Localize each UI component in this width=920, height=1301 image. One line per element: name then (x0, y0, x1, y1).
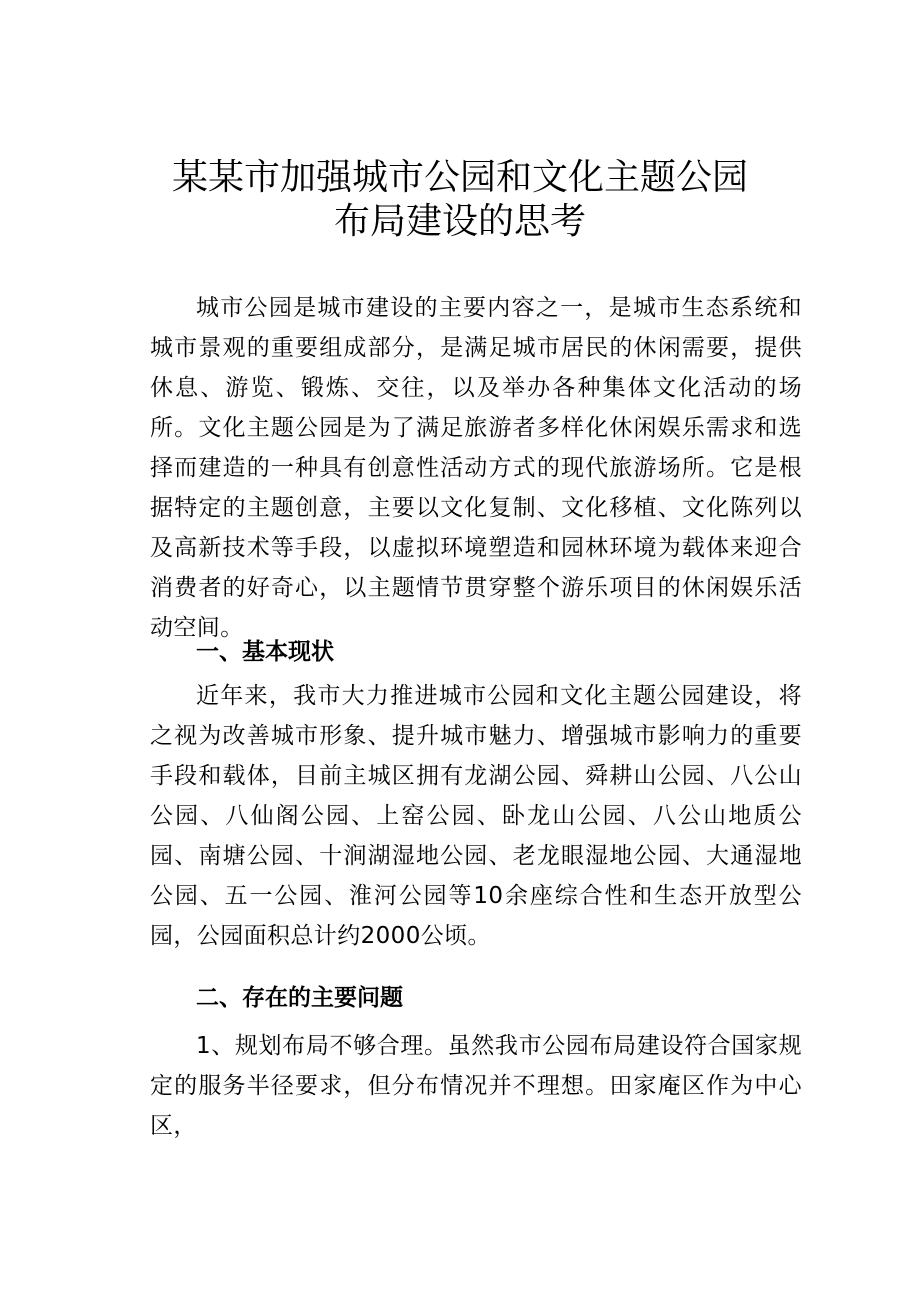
section-2-paragraph: 1、规划布局不够合理。虽然我市公园布局建设符合国家规定的服务半径要求，但分布情况并不理想。田家庵区作为中心区， (150, 1033, 802, 1139)
document-title-line-2: 布局建设的思考 (333, 201, 586, 242)
document-title-line-1: 某某市加强城市公园和文化主题公园 (171, 157, 748, 198)
section-heading-main-problems: 二、存在的主要问题 (196, 985, 403, 1011)
intro-paragraph: 城市公园是城市建设的主要内容之一，是城市生态系统和城市景观的重要组成部分，是满足城市居民的休闲需要，提供休息、游览、锻炼、交往，以及举办各种集体文化活动的场所。文化主题公园是为了满足旅游者多样化休闲娱乐需求和选择而建造的一种具有创意性活动方式的现代旅游场所。它是根据特定的主题创意，主要以文化复制、文化移植、文化陈列以及高新技术等手段，以虚拟环境塑造和园林环境为载体来迎合消费者的好奇心，以主题情节贯穿整个游乐项目的休闲娱乐活动空间。 (150, 295, 802, 641)
section-heading-basic-status: 一、基本现状 (196, 639, 334, 665)
section-1-paragraph: 近年来，我市大力推进城市公园和文化主题公园建设，将之视为改善城市形象、提升城市魅力、增强城市影响力的重要手段和载体，目前主城区拥有龙湖公园、舜耕山公园、八公山公园、八仙阁公园、上窑公园、卧龙山公园、八公山地质公园、南塘公园、十涧湖湿地公园、老龙眼湿地公园、大通湿地公园、五一公园、淮河公园等10余座综合性和生态开放型公园，公园面积总计约2000公顷。 (150, 683, 802, 949)
